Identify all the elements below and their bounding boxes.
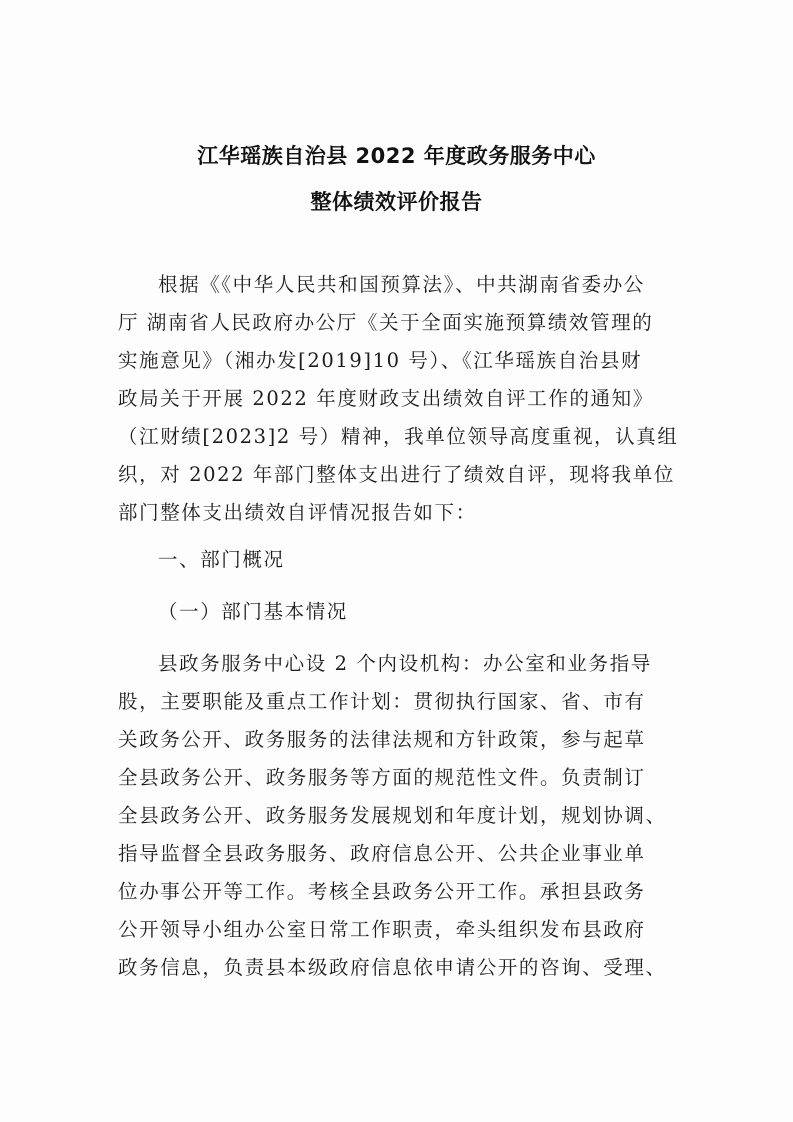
paragraph-line: 全县政务公开、政务服务等方面的规范性文件。负责制订 [118,766,646,789]
paragraph-line: 关政务公开、政务服务的法律法规和方针政策，参与起草 [118,728,646,751]
paragraph-line: （江财绩[2023]2 号）精神，我单位领导高度重视，认真组 [118,425,679,448]
basic-info-paragraph [118,645,678,987]
paragraph-line: 政务信息，负责县本级政府信息依申请公开的咨询、受理、 [118,956,667,979]
subsection-heading: （一）部门基本情况 [158,600,348,623]
paragraph-line: 位办事公开等工作。考核全县政务公开工作。承担县政务 [118,880,646,903]
paragraph-line: 部门整体支出绩效自评情况报告如下： [118,501,477,524]
paragraph-line: 县政务服务中心设 2 个内设机构：办公室和业务指导 [158,652,652,675]
paragraph-line: 公开领导小组办公室日常工作职责，牵头组织发布县政府 [118,918,646,941]
section-heading: 一、部门概况 [158,548,285,571]
paragraph-line: 织，对 2022 年部门整体支出进行了绩效自评，现将我单位 [118,463,675,486]
document-title-line-1: 江华瑶族自治县 2022 年度政务服务中心 [197,144,596,168]
paragraph-line: 根据《《中华人民共和国预算法》、中共湖南省委办公 [158,273,645,296]
paragraph-line: 股，主要职能及重点工作计划：贯彻执行国家、省、市有 [118,690,646,713]
paragraph-line: 全县政务公开、政务服务发展规划和年度计划，规划协调、 [118,804,667,827]
document-title-line-2: 整体绩效评价报告 [310,190,483,214]
paragraph-line: 政局关于开展 2022 年度财政支出绩效自评工作的通知》 [118,387,654,410]
intro-paragraph [118,266,678,532]
paragraph-line: 实施意见》（湘办发[2019]10 号）、《江华瑶族自治县财 [118,349,643,372]
paragraph-line: 指导监督全县政务服务、政府信息公开、公共企业事业单 [118,842,646,865]
paragraph-line: 厅 湖南省人民政府办公厅《关于全面实施预算绩效管理的 [118,311,654,334]
